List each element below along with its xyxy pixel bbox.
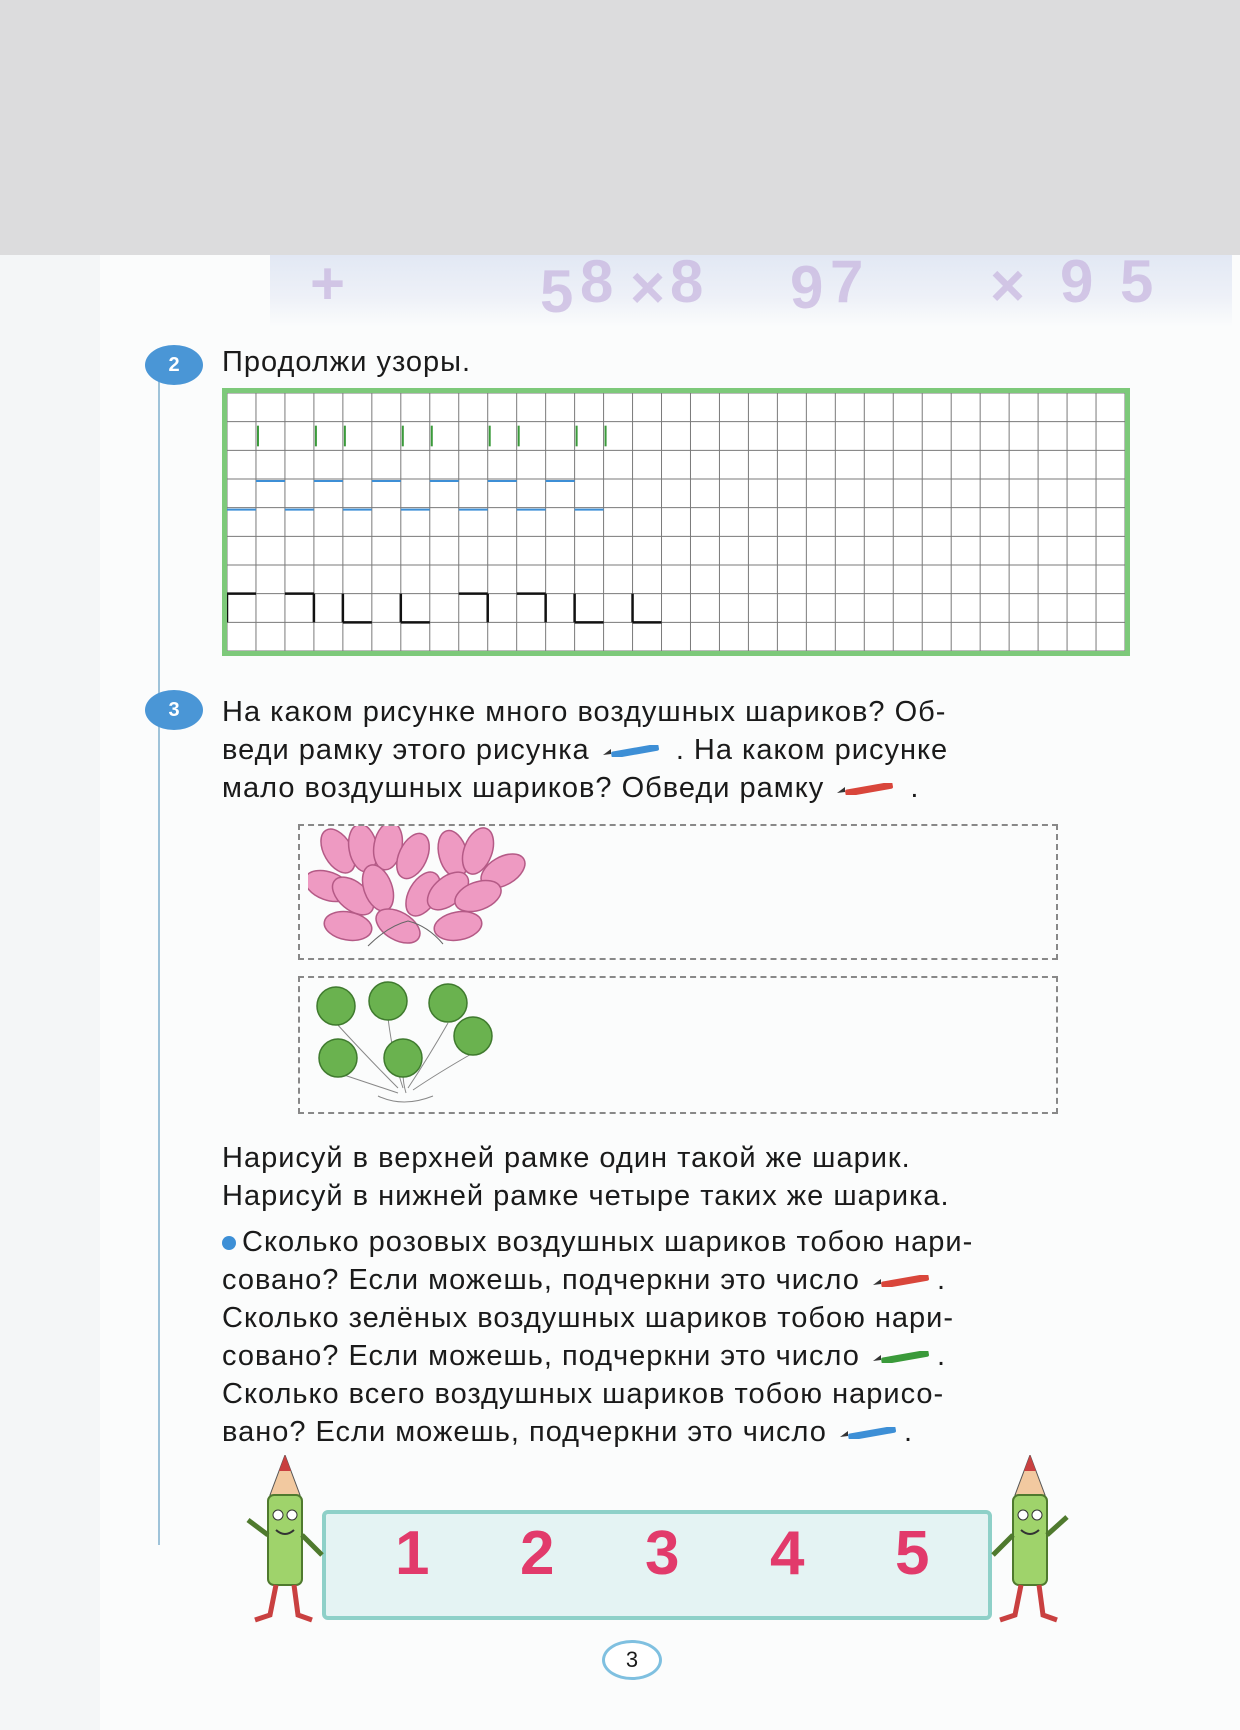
margin-line xyxy=(158,365,160,1545)
question-total-line-1: Сколько всего воздушных шариков тобою нарисо- xyxy=(222,1378,945,1410)
question-green-line-2: совано? Если можешь, подчеркни это число . xyxy=(222,1340,946,1372)
seven-decoration-icon: 7 xyxy=(830,248,864,315)
number-3[interactable]: 3 xyxy=(645,1519,680,1588)
green-balloons-illustration xyxy=(308,978,508,1112)
pink-balloons-frame[interactable] xyxy=(298,824,1058,960)
question-pink-line-1: Сколько розовых воздушных шариков тобою нари- xyxy=(222,1224,973,1261)
number-4[interactable]: 4 xyxy=(770,1519,805,1588)
pink-balloons-illustration xyxy=(308,826,528,958)
x-decoration-icon: × xyxy=(630,254,666,321)
pencil-mascot-right-icon xyxy=(985,1455,1075,1630)
pattern-grid-svg[interactable] xyxy=(227,393,1125,651)
question-green-line-1: Сколько зелёных воздушных шариков тобою нари- xyxy=(222,1302,955,1334)
previous-page-edge xyxy=(0,255,101,1730)
task-3-line-3: мало воздушных шариков? Обведи рамку . xyxy=(222,772,920,804)
red-pencil-icon xyxy=(837,783,897,795)
nine-decoration-icon: 9 xyxy=(1060,248,1094,315)
draw-instruction-2: Нарисуй в нижней рамке четыре таких же шарика. xyxy=(222,1180,950,1212)
blue-pencil-icon xyxy=(603,745,663,757)
number-5[interactable]: 5 xyxy=(895,1519,930,1588)
decorative-number-banner xyxy=(270,248,1232,327)
x-decoration-icon: × xyxy=(990,252,1026,319)
eight-decoration-icon: 8 xyxy=(670,248,704,315)
task-3-line-1: На каком рисунке много воздушных шариков? Об- xyxy=(222,696,947,728)
five-decoration-icon: 5 xyxy=(1120,248,1154,315)
task-3-line-2: веди рамку этого рисунка . На каком рисунке xyxy=(222,734,949,766)
green-balloons-frame[interactable] xyxy=(298,976,1058,1114)
question-total-line-2: вано? Если можешь, подчеркни это число . xyxy=(222,1416,914,1448)
scan-background xyxy=(0,0,1240,255)
question-pink-line-2: совано? Если можешь, подчеркни это число . xyxy=(222,1264,946,1296)
number-2[interactable]: 2 xyxy=(520,1519,555,1588)
task-2-instruction: Продолжи узоры. xyxy=(222,346,472,378)
red-pencil-icon xyxy=(873,1275,933,1287)
number-1[interactable]: 1 xyxy=(395,1519,430,1588)
bullet-icon xyxy=(222,1236,236,1250)
five-decoration-icon: 5 xyxy=(540,258,574,325)
green-pencil-icon xyxy=(873,1351,933,1363)
blue-pencil-icon xyxy=(840,1427,900,1439)
page-number: 3 xyxy=(602,1640,662,1680)
task-2-badge: 2 xyxy=(145,345,203,385)
draw-instruction-1: Нарисуй в верхней рамке один такой же шарик. xyxy=(222,1142,911,1174)
eight-decoration-icon: 8 xyxy=(580,248,614,315)
pencil-mascot-left-icon xyxy=(240,1455,330,1630)
task-3-badge: 3 xyxy=(145,690,203,730)
plus-decoration-icon: + xyxy=(310,250,346,317)
nine-decoration-icon: 9 xyxy=(790,254,824,321)
pattern-grid[interactable] xyxy=(222,388,1130,656)
